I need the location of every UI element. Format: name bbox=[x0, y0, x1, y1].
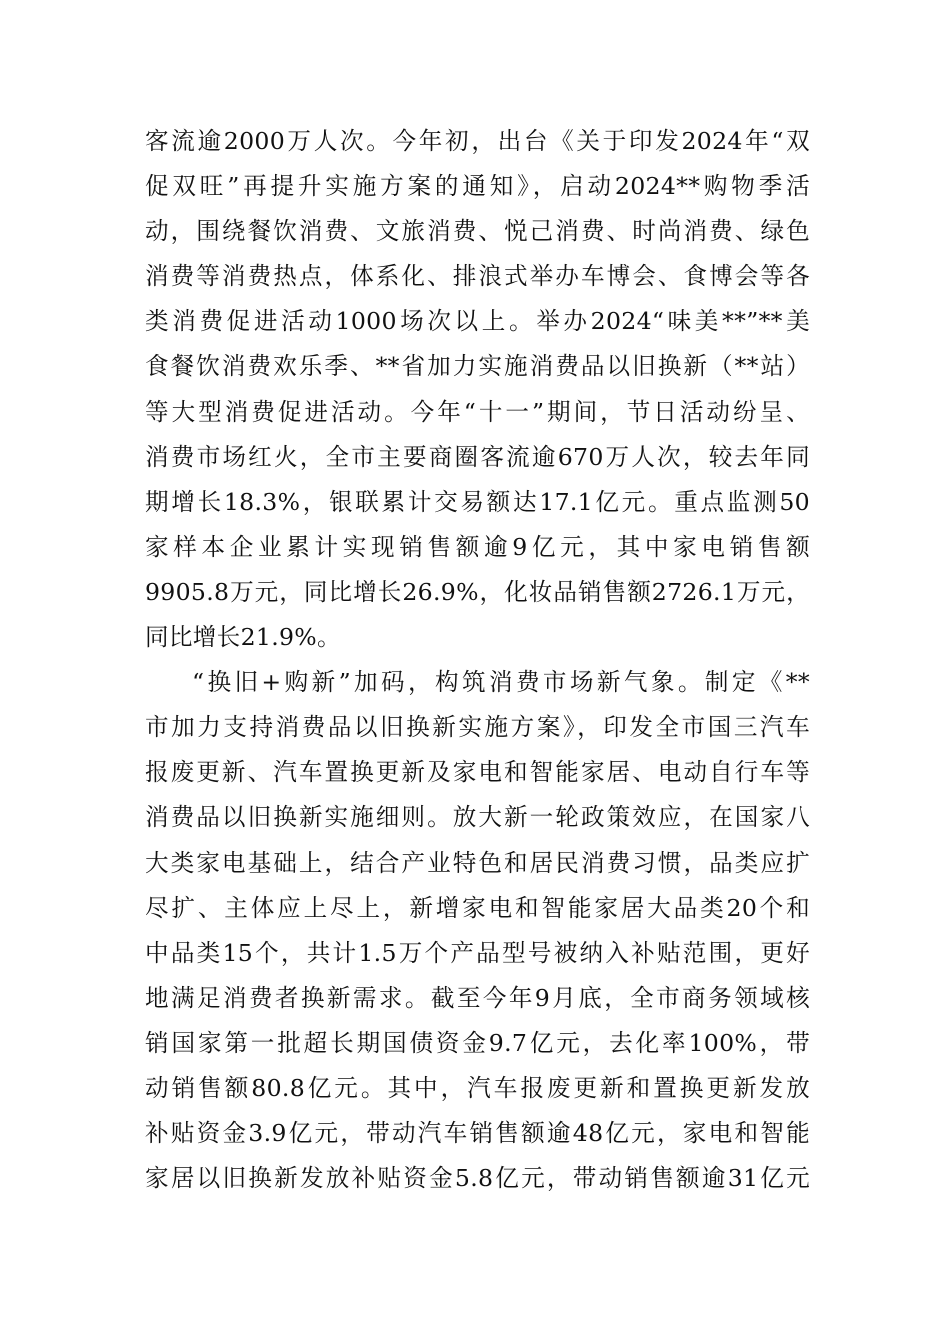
text-line: 消费品以旧换新实施细则。放大新一轮政策效应，在国家八 bbox=[145, 803, 810, 832]
text-line: 客流逾2000万人次。今年初，出台《关于印发2024年“双 bbox=[145, 127, 810, 155]
text-line: 9905.8万元，同比增长26.9%，化妆品销售额2726.1万元， bbox=[145, 577, 810, 606]
text-line: 期增长18.3%，银联累计交易额达17.1亿元。重点监测50 bbox=[145, 487, 810, 516]
text-line: 食餐饮消费欢乐季、**省加力实施消费品以旧换新（**站） bbox=[145, 352, 810, 381]
text-line: 地满足消费者换新需求。截至今年9月底，全市商务领域核 bbox=[145, 983, 810, 1012]
text-line: 类消费促进活动1000场次以上。举办2024“味美**”**美 bbox=[145, 307, 810, 336]
text-line: “换旧+购新”加码，构筑消费市场新气象。制定《** bbox=[192, 668, 810, 697]
text-line: 市加力支持消费品以旧换新实施方案》，印发全市国三汽车 bbox=[145, 713, 810, 742]
text-line: 家样本企业累计实现销售额逾9亿元，其中家电销售额 bbox=[145, 532, 810, 561]
text-line: 等大型消费促进活动。今年“十一”期间，节日活动纷呈、 bbox=[145, 397, 810, 426]
text-line: 促双旺”再提升实施方案的通知》，启动2024**购物季活 bbox=[145, 172, 810, 201]
paragraph-trade-in-program bbox=[145, 660, 810, 1201]
text-line: 大类家电基础上，结合产业特色和居民消费习惯，品类应扩 bbox=[145, 848, 810, 877]
text-line: 同比增长21.9%。 bbox=[145, 623, 341, 652]
text-line: 动销售额80.8亿元。其中，汽车报废更新和置换更新发放 bbox=[145, 1073, 810, 1102]
text-line: 动，围绕餐饮消费、文旅消费、悦己消费、时尚消费、绿色 bbox=[145, 217, 810, 246]
text-line: 消费等消费热点，体系化、排浪式举办车博会、食博会等各 bbox=[145, 262, 810, 291]
text-line: 补贴资金3.9亿元，带动汽车销售额逾48亿元，家电和智能 bbox=[145, 1119, 810, 1148]
text-line: 消费市场红火，全市主要商圈客流逾670万人次，较去年同 bbox=[145, 442, 810, 471]
text-line: 报废更新、汽车置换更新及家电和智能家居、电动自行车等 bbox=[145, 758, 810, 787]
text-line: 家居以旧换新发放补贴资金5.8亿元，带动销售额逾31亿元 bbox=[145, 1164, 810, 1193]
body-text bbox=[145, 119, 810, 1201]
text-line: 尽扩、主体应上尽上，新增家电和智能家居大品类20个和 bbox=[145, 893, 810, 922]
text-line: 中品类15个，共计1.5万个产品型号被纳入补贴范围，更好 bbox=[145, 938, 810, 967]
paragraph-consumption-promotion bbox=[145, 119, 810, 660]
text-line: 销国家第一批超长期国债资金9.7亿元，去化率100%，带 bbox=[145, 1028, 810, 1057]
